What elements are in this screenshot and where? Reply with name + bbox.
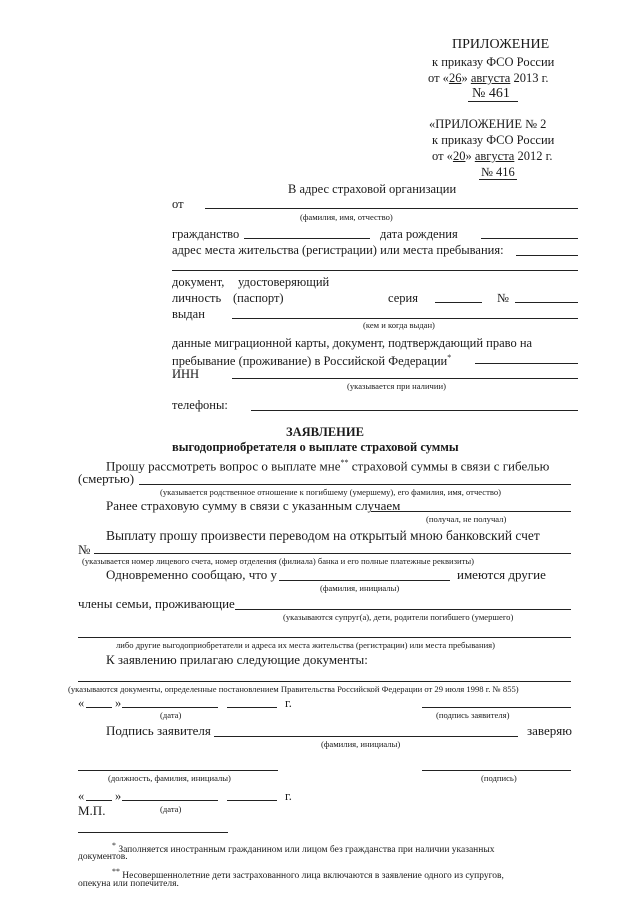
date1: « xyxy=(78,696,85,710)
from-label: от xyxy=(172,197,184,211)
appendix1-title: ПРИЛОЖЕНИЕ xyxy=(452,37,550,52)
stamp-label: М.П. xyxy=(78,803,106,818)
sig-hint: (подпись) xyxy=(481,773,517,783)
migration-line1: данные миграционной карты, документ, подтверждающий право на xyxy=(172,336,533,350)
footnote-2: ** Несовершеннолетние дети застрахованного лица включаются в заявление одного из супругов, xyxy=(112,867,504,882)
p1-hint: (указывается родственное отношение к погибшему (умершему), его фамилия, имя, отчество) xyxy=(160,487,502,497)
p3: Выплату прошу произвести переводом на открытый мною банковский счет xyxy=(106,528,540,543)
document-label: документ, xyxy=(172,275,225,289)
position-hint: (должность, фамилия, инициалы) xyxy=(108,773,231,783)
issued-label: выдан xyxy=(172,307,205,321)
residence-label: адрес места жительства (регистрации) или места пребывания: xyxy=(172,243,504,257)
appendix2-order: к приказу ФСО России xyxy=(432,133,555,147)
passport-label: (паспорт) xyxy=(233,291,284,305)
citizenship-label: гражданство xyxy=(172,227,240,241)
applicant-sig-hint: (подпись заявителя) xyxy=(436,710,510,720)
issued-hint: (кем и когда выдан) xyxy=(363,320,435,330)
p4-hint: (фамилия, инициалы) xyxy=(320,583,400,593)
p5: члены семьи, проживающие xyxy=(78,596,235,611)
p7: К заявлению прилагаю следующие документы: xyxy=(106,652,368,667)
p2: Ранее страховую сумму в связи с указанным случаем xyxy=(106,498,401,513)
phones-label: телефоны: xyxy=(172,398,228,412)
certifying-label: удостоверяющий xyxy=(238,275,330,289)
appendix2-date: от «20» августа 2012 г. xyxy=(432,149,553,163)
applicant-sig-label: Подпись заявителя xyxy=(106,723,211,738)
appendix1-order: к приказу ФСО России xyxy=(432,55,555,69)
inn-label: ИНН xyxy=(172,367,200,381)
footnote-1-cont: документов. xyxy=(78,852,128,862)
p1-line2: (смертью) xyxy=(78,471,135,486)
statement-subtitle: выгодоприобретателя о выплате страховой суммы xyxy=(172,440,459,454)
p5-hint: (указываются супруг(а), дети, родители погибшего (умершего) xyxy=(283,612,514,622)
identity-label: личность xyxy=(172,291,222,305)
p1-line1: Прошу рассмотреть вопрос о выплате мне** страховой суммы в связи с гибелью xyxy=(106,458,550,474)
p2-hint: (получал, не получал) xyxy=(426,514,507,524)
series-label: серия xyxy=(388,291,418,305)
number-label: № xyxy=(497,291,509,305)
certify-label: заверяю xyxy=(527,723,572,738)
date1-hint: (дата) xyxy=(160,710,182,720)
appendix2-title: «ПРИЛОЖЕНИЕ № 2 xyxy=(429,117,547,131)
p3-hint: (указывается номер лицевого счета, номер отделения (филиала) банка и его полные платежные реквизиты) xyxy=(82,556,475,566)
date2: « xyxy=(78,789,85,803)
fio-line xyxy=(205,208,578,209)
fio-hint-2: (фамилия, инициалы) xyxy=(321,739,401,749)
p4: Одновременно сообщаю, что у xyxy=(106,567,278,582)
p7-hint: (указываются документы, определенные постановлением Правительства Российской Федерации от 29 июля 1998 г. № 855) xyxy=(68,684,519,694)
footnote-1: * Заполняется иностранным гражданином или лицом без гражданства при наличии указанных xyxy=(112,841,495,856)
migration-line2: пребывание (проживание) в Российской Федерации* xyxy=(172,353,452,369)
date2-hint: (дата) xyxy=(160,804,182,814)
p4-end: имеются другие xyxy=(457,567,546,582)
appendix1-date: от «26» августа 2013 г. xyxy=(428,71,549,85)
birth-label: дата рождения xyxy=(380,227,458,241)
address-heading: В адрес страховой организации xyxy=(288,182,457,196)
fio-hint: (фамилия, имя, отчество) xyxy=(300,212,393,222)
p6-hint: либо другие выгодоприобретатели и адреса их места жительства (регистрации) или места пребывания) xyxy=(116,640,495,650)
appendix2-number: № 416 xyxy=(481,165,515,179)
inn-hint: (указывается при наличии) xyxy=(347,381,446,391)
p3-number: № xyxy=(78,542,91,557)
appendix1-number: № 461 xyxy=(472,86,510,101)
footnote-2-cont: опекуна или попечителя. xyxy=(78,879,179,889)
statement-title: ЗАЯВЛЕНИЕ xyxy=(286,425,364,439)
